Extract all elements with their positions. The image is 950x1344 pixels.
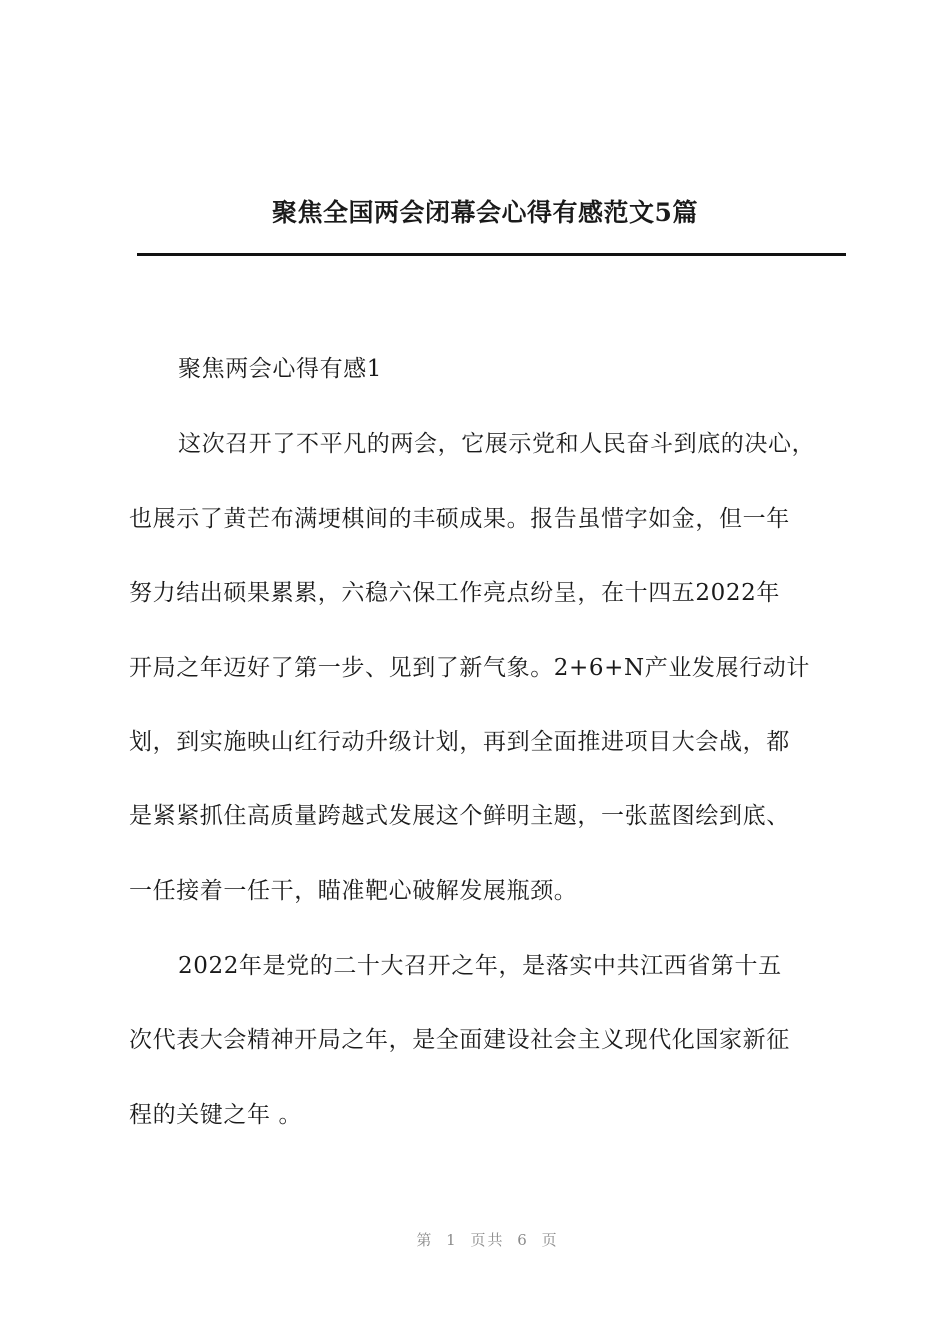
paragraph-line: 也展示了黄芒布满埂棋间的丰硕成果。报告虽惜字如金，但一年	[129, 506, 790, 532]
paragraph-line: 是紧紧抓住高质量跨越式发展这个鲜明主题，一张蓝图绘到底、	[129, 803, 790, 829]
paragraph-line: 程的关键之年 。	[129, 1102, 303, 1128]
page-number-footer: 第 1 页共 6 页	[416, 1231, 559, 1249]
paragraph-line: 这次召开了不平凡的两会，它展示党和人民奋斗到底的决心，	[178, 431, 816, 457]
title-underline	[137, 253, 846, 256]
document-title: 聚焦全国两会闭幕会心得有感范文5篇	[272, 198, 698, 227]
paragraph-line: 2022年是党的二十大召开之年，是落实中共江西省第十五	[178, 953, 782, 979]
paragraph-line: 开局之年迈好了第一步、见到了新气象。2+6+N产业发展行动计	[129, 655, 810, 681]
paragraph-line: 次代表大会精神开局之年，是全面建设社会主义现代化国家新征	[129, 1027, 790, 1053]
paragraph-line: 划，到实施映山红行动升级计划，再到全面推进项目大会战，都	[129, 729, 790, 755]
paragraph-line: 努力结出硕果累累，六稳六保工作亮点纷呈，在十四五2022年	[129, 580, 780, 606]
section-heading: 聚焦两会心得有感1	[178, 356, 383, 382]
paragraph-line: 一任接着一任干，瞄准靶心破解发展瓶颈。	[129, 878, 578, 904]
